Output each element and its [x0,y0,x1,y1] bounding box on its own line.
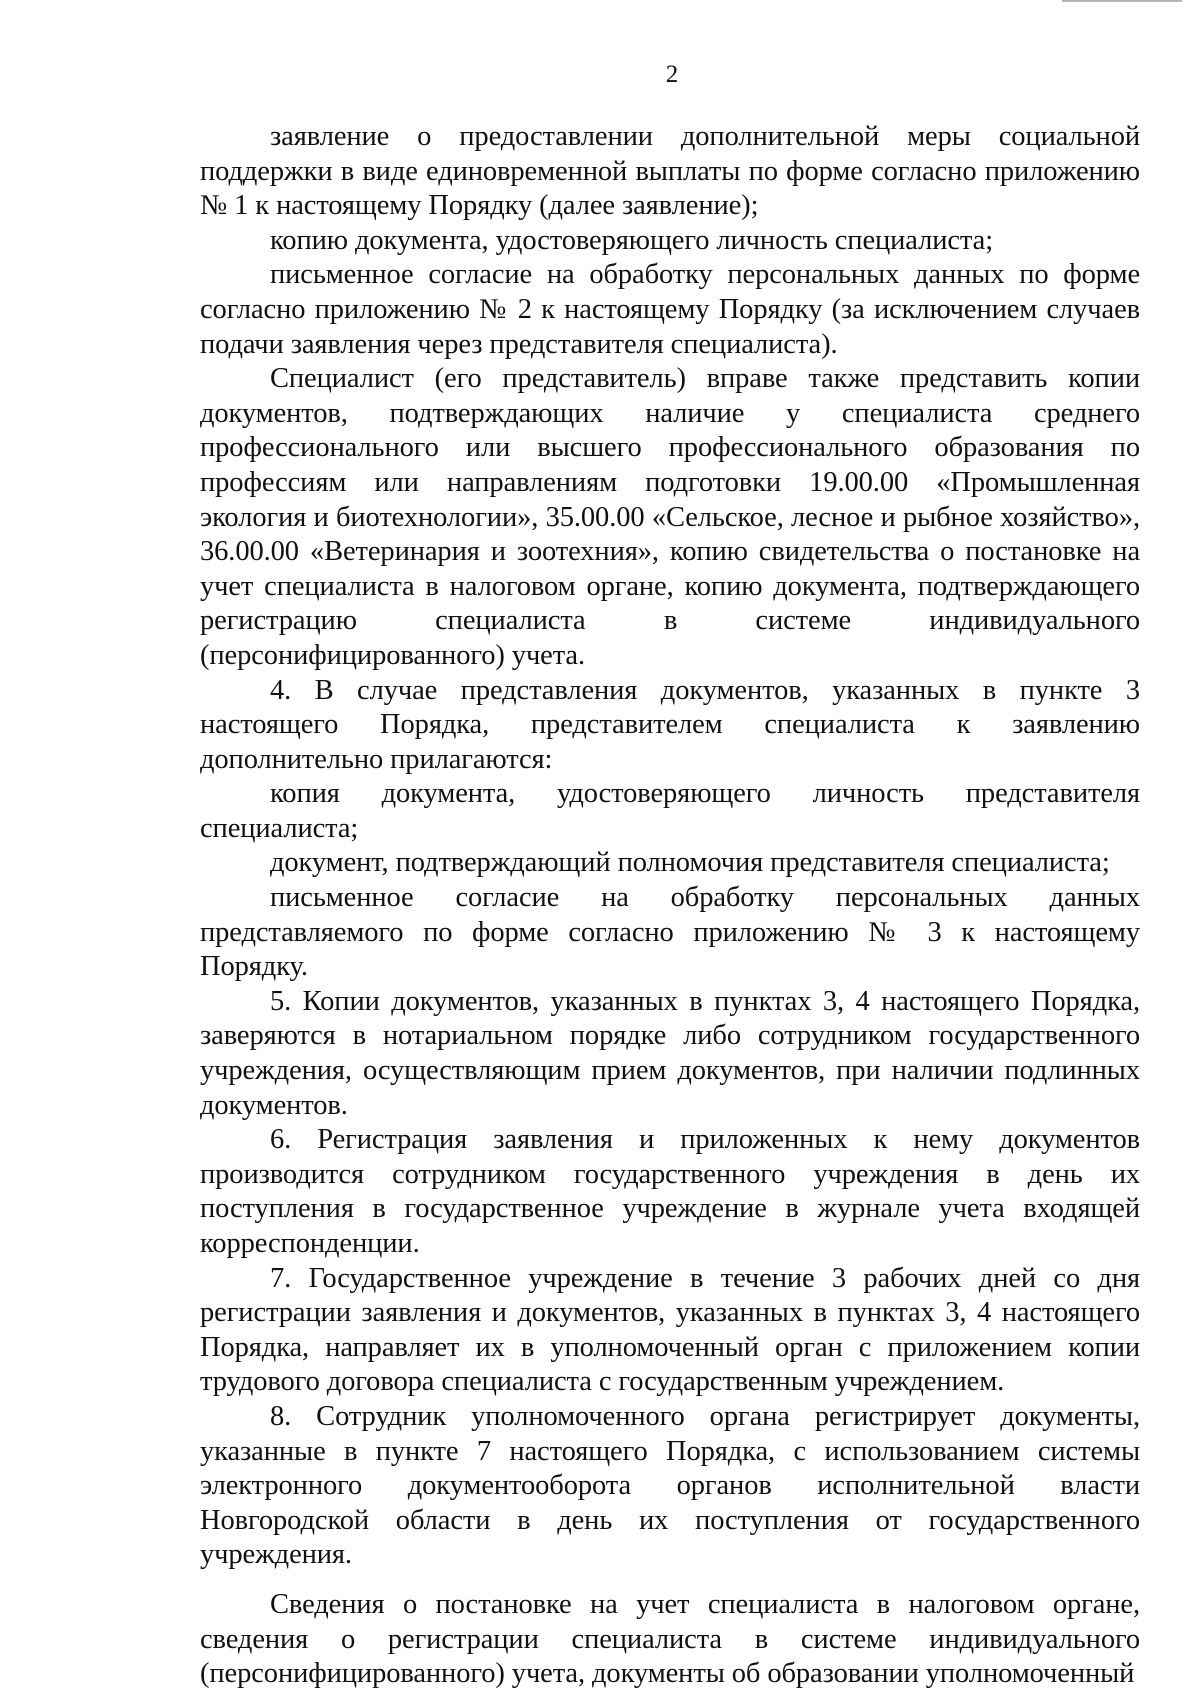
paragraph-item-7: 7. Государственное учреждение в течение 3 рабочих дней со дня регистрации заявления и документов, указанных в пунктах 3, 4 настоящего Порядка, направляет их в уполномоченный орган с приложением копии трудового договора специалиста с государственным учреждением. [200,1262,1140,1398]
paragraph-representative-consent: письменное согласие на обработку персональных данных представляемого по форме согласно приложению № 3 к настоящему Порядку. [200,882,1140,983]
paragraph-item-8: 8. Сотрудник уполномоченного органа регистрирует документы, указанные в пункте 7 настоящего Порядка, с использованием системы электронного документооборота органов исполнительной власти Новгородской области в день их поступления от государственного учреждения. [200,1400,1140,1571]
paragraph-item-5: 5. Копии документов, указанных в пунктах 3, 4 настоящего Порядка, заверяются в нотариальном порядке либо сотрудником государственного учреждения, осуществляющим прием документов, при наличии подлинных документов. [200,985,1140,1121]
paragraph-specialist-copies: Специалист (его представитель) вправе также представить копии документов, подтверждающих наличие у специалиста среднего профессионального или высшего профессионального образования по профессиям или направлениям подготовки 19.00.00 «Промышленная экология и биотехнологии», 35.00.00 «Сельское, лесное и рыбное хозяйство», 36.00.00 «Ветеринария и зоотехния», копию свидетельства о постановке на учет специалиста в налоговом органе, копию документа, подтверждающего регистрацию специалиста в системе индивидуального (персонифицированного) учета. [200,363,1140,671]
paragraph-application: заявление о предоставлении дополнительной меры социальной поддержки в виде единовременной выплаты по форме согласно приложению № 1 к настоящему Порядку (далее заявление); [200,121,1140,222]
paragraph-consent: письменное согласие на обработку персональных данных по форме согласно приложению № 2 к настоящему Порядку (за исключением случаев подачи заявления через представителя специалиста). [200,259,1140,360]
paragraph-information: Сведения о постановке на учет специалиста в налоговом органе, сведения о регистрации специалиста в системе индивидуального (персонифицированного) учета, документы об образовании уполномоченный [200,1588,1140,1690]
top-edge-line [1062,0,1182,2]
paragraph-identity-copy: копию документа, удостоверяющего личность специалиста; [270,224,994,256]
paragraph-item-6: 6. Регистрация заявления и приложенных к нему документов производится сотрудником государственного учреждения в день их поступления в государственное учреждение в журнале учета входящей корреспонденции. [200,1124,1140,1259]
page-number: 2 [665,61,679,88]
paragraph-representative-authority: документ, подтверждающий полномочия представителя специалиста; [270,847,1110,879]
document-body [200,120,1140,1692]
paragraph-item-4: 4. В случае представления документов, указанных в пункте 3 настоящего Порядка, представителем специалиста к заявлению дополнительно прилагаются: [200,674,1140,775]
paragraph-representative-identity: копия документа, удостоверяющего личность представителя специалиста; [200,778,1140,844]
